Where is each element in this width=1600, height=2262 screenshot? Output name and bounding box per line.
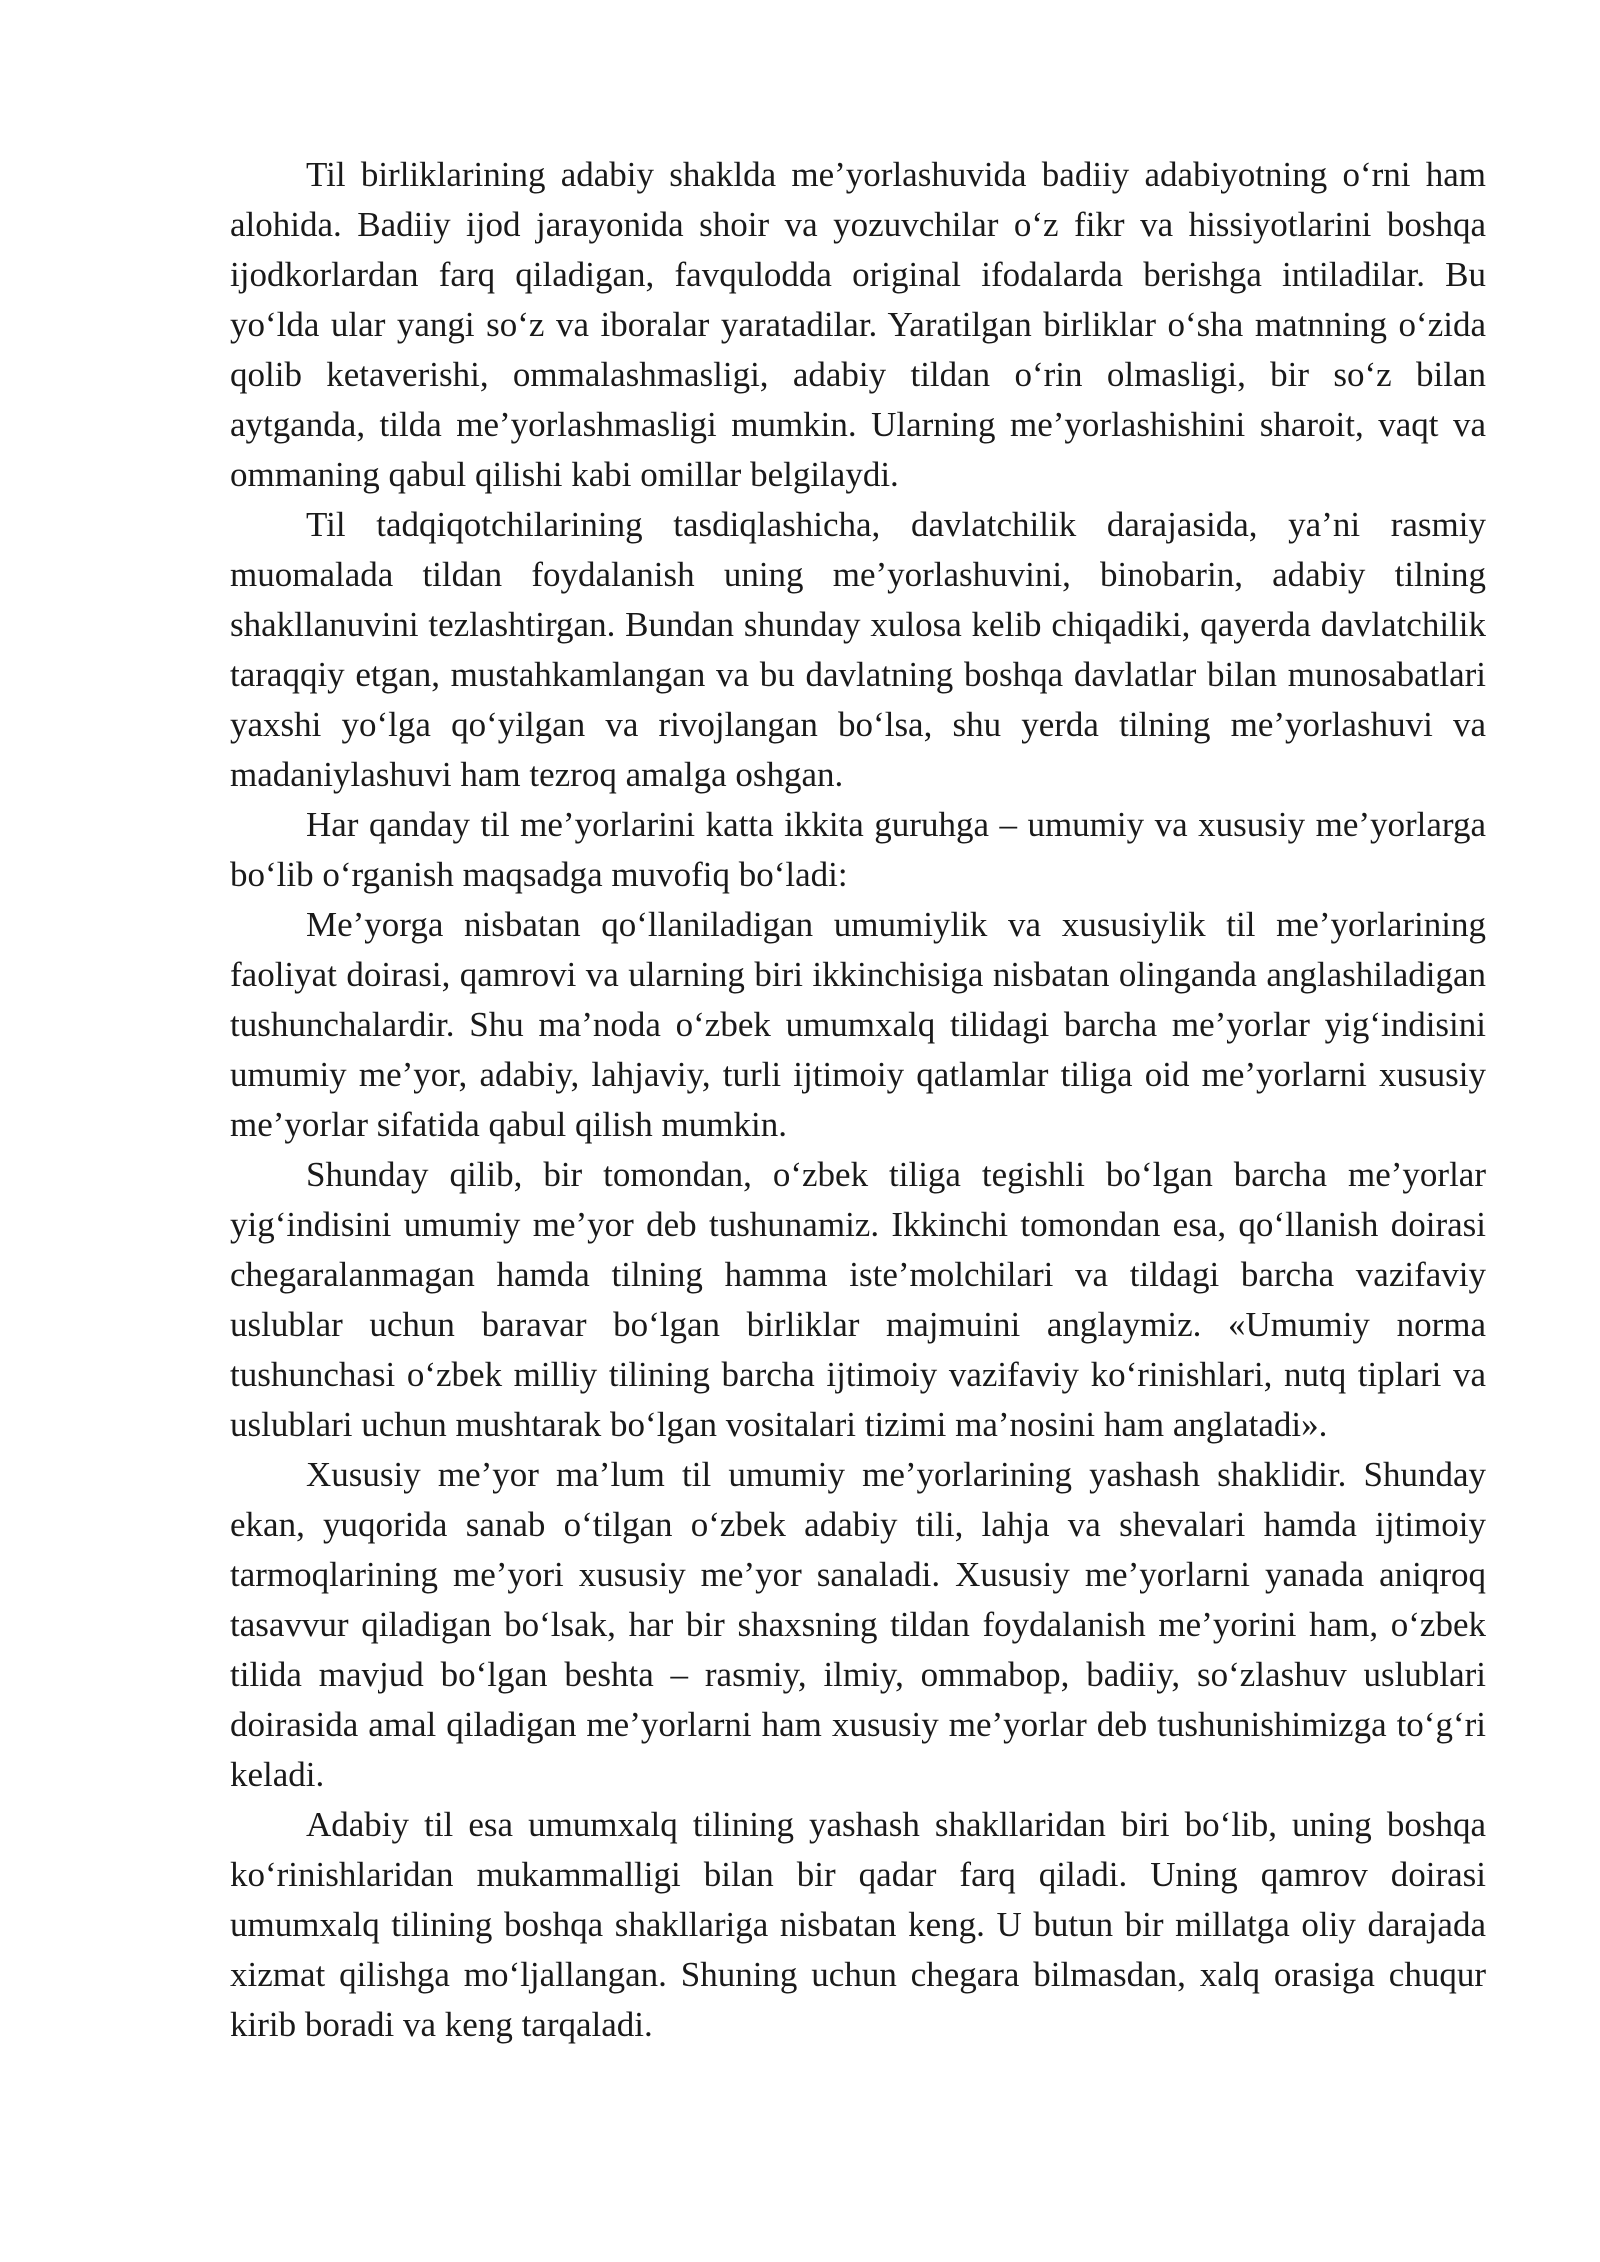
paragraph-7: Adabiy til esa umumxalq tilining yashash shakllaridan biri bo‘lib, uning boshqa ko‘rinishlaridan mukammalligi bilan bir qadar farq qiladi. Uning qamrov doirasi umumxalq tilining boshqa shakllariga nisbatan keng. U butun bir millatga oliy darajada xizmat qilishga mo‘ljallangan. Shuning uchun chegara bilmasdan, xalq orasiga chuqur kirib boradi va keng tarqaladi. xyxy=(230,1805,1486,2044)
paragraph-2: Til tadqiqotchilarining tasdiqlashicha, davlatchilik darajasida, ya’ni rasmiy muomalada tildan foydalanish uning me’yorlashuvini, binobarin, adabiy tilning shakllanuvini tezlashtirgan. Bundan shunday xulosa kelib chiqadiki, qayerda davlatchilik taraqqiy etgan, mustahkamlangan va bu davlatning boshqa davlatlar bilan munosabatlari yaxshi yo‘lga qo‘yilgan va rivojlangan bo‘lsa, shu yerda tilning me’yorlashuvi va madaniylashuvi ham tezroq amalga oshgan. xyxy=(230,505,1486,794)
paragraph-5: Shunday qilib, bir tomondan, o‘zbek tiliga tegishli bo‘lgan barcha me’yorlar yig‘indisini umumiy me’yor deb tushunamiz. Ikkinchi tomondan esa, qo‘llanish doirasi chegaralanmagan hamda tilning hamma iste’molchilari va tildagi barcha vazifaviy uslublar uchun baravar bo‘lgan birliklar majmuini anglaymiz. «Umumiy norma tushunchasi o‘zbek milliy tilining barcha ijtimoiy vazifaviy ko‘rinishlari, nutq tiplari va uslublari uchun mushtarak bo‘lgan vositalari tizimi ma’nosini ham anglatadi». xyxy=(230,1155,1486,1444)
paragraph-6: Xususiy me’yor ma’lum til umumiy me’yorlarining yashash shaklidir. Shunday ekan, yuqorida sanab o‘tilgan o‘zbek adabiy tili, lahja va shevalari hamda ijtimoiy tarmoqlarining me’yori xususiy me’yor sanaladi. Xususiy me’yorlarni yanada aniqroq tasavvur qiladigan bo‘lsak, har bir shaxsning tildan foydalanish me’yorini ham, o‘zbek tilida mavjud bo‘lgan beshta – rasmiy, ilmiy, ommabop, badiiy, so‘zlashuv uslublari doirasida amal qiladigan me’yorlarni ham xususiy me’yorlar deb tushunishimizga to‘g‘ri keladi. xyxy=(230,1455,1486,1794)
paragraph-3: Har qanday til me’yorlarini katta ikkita guruhga – umumiy va xususiy me’yorlarga bo‘lib o‘rganish maqsadga muvofiq bo‘ladi: xyxy=(230,805,1486,894)
paragraph-4: Me’yorga nisbatan qo‘llaniladigan umumiylik va xususiylik til me’yorlarining faoliyat doirasi, qamrovi va ularning biri ikkinchisiga nisbatan olinganda anglashiladigan tushunchalardir. Shu ma’noda o‘zbek umumxalq tilidagi barcha me’yorlar yig‘indisini umumiy me’yor, adabiy, lahjaviy, turli ijtimoiy qatlamlar tiliga oid me’yorlarni xususiy me’yorlar sifatida qabul qilish mumkin. xyxy=(230,905,1486,1144)
document-body xyxy=(230,150,1486,2050)
paragraph-1: Til birliklarining adabiy shaklda me’yorlashuvida badiiy adabiyotning o‘rni ham alohida. Badiiy ijod jarayonida shoir va yozuvchilar o‘z fikr va hissiyotlarini boshqa ijodkorlardan farq qiladigan, favqulodda original ifodalarda berishga intiladilar. Bu yo‘lda ular yangi so‘z va iboralar yaratadilar. Yaratilgan birliklar o‘sha matnning o‘zida qolib ketaverishi, ommalashmasligi, adabiy tildan o‘rin olmasligi, bir so‘z bilan aytganda, tilda me’yorlashmasligi mumkin. Ularning me’yorlashishini sharoit, vaqt va ommaning qabul qilishi kabi omillar belgilaydi. xyxy=(230,155,1486,494)
